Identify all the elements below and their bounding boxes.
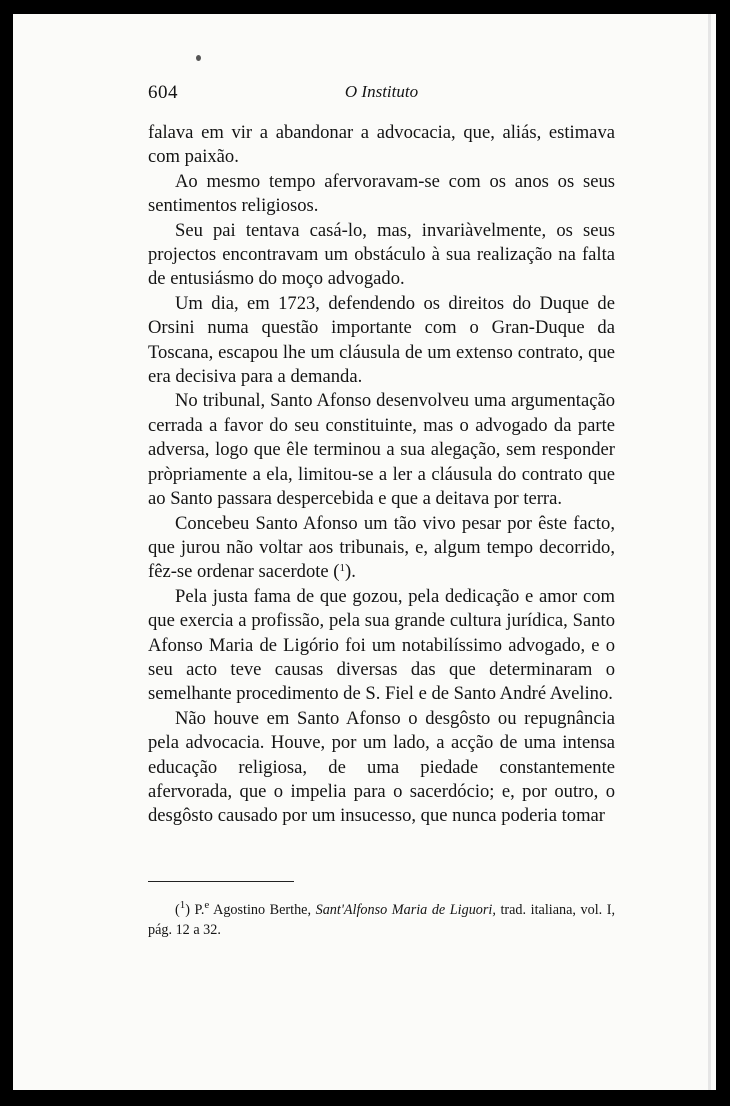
paragraph-text-end: ). bbox=[345, 561, 356, 583]
page-edge bbox=[708, 14, 711, 1090]
footnote-rest: trad. italiana, vol. I, pág. 12 a 32. bbox=[148, 902, 616, 938]
page-header bbox=[148, 82, 615, 106]
running-title: O Instituto bbox=[344, 82, 419, 101]
paragraph: Pela justa fama de que gozou, pela dedicação e amor com que exercia a profissão, pela sua grande cultura jurídica, Santo Afonso Maria de Ligório foi um notabilíssimo advogado, e o seu acto teve causas diversas das que determinaram o semelhante procedimento de S. Fiel e de Santo André Avelino. bbox=[148, 585, 615, 705]
paragraph: No tribunal, Santo Afonso desenvolveu uma argumentação cerrada a favor do seu constituinte, mas o advogado da parte adversa, logo que êle terminou a sua alegação, sem responder pròpriamente a ela, limitou-se a ler a cláusula do contrato que ao Santo passara despercebida e que a deitava por terra. bbox=[148, 390, 615, 510]
footnote-author-rest: Agostino Berthe, bbox=[209, 902, 316, 918]
page-number: 604 bbox=[148, 82, 178, 103]
body-text bbox=[148, 121, 615, 829]
footnote-close: ) bbox=[185, 902, 190, 918]
paragraph: Ao mesmo tempo afervoravam-se com os anos os seus sentimentos religiosos. bbox=[148, 170, 615, 217]
footnote-mark: 1 bbox=[179, 899, 186, 911]
footnote bbox=[148, 900, 615, 940]
paragraph-text: Concebeu Santo Afonso um tão vivo pesar por êste facto, que jurou não voltar aos tribunais, e, algum tempo decorrido, fêz-se ordenar sacerdote ( bbox=[148, 512, 615, 583]
footnote-rule bbox=[148, 881, 294, 882]
footnote-author: P. bbox=[189, 902, 205, 918]
paragraph bbox=[148, 512, 615, 585]
footnote-author-sup: e bbox=[204, 899, 210, 911]
footnote-reference[interactable]: 1 bbox=[339, 562, 345, 575]
footnote-work-title: Sant'Alfonso Maria de Liguori, bbox=[315, 902, 496, 918]
paragraph: Não houve em Santo Afonso o desgôsto ou repugnância pela advocacia. Houve, por um lado, a acção de uma intensa educação religiosa, de uma piedade constantemente afervorada, que o impelia para o sacerdócio; e, por outro, o desgôsto causado por um insucesso, que nunca poderia tomar bbox=[148, 707, 615, 827]
paragraph: falava em vir a abandonar a advocacia, que, aliás, estimava com paixão. bbox=[148, 122, 615, 168]
footnote-open: ( bbox=[175, 902, 180, 918]
footnote-text bbox=[148, 900, 615, 940]
ink-speck bbox=[196, 55, 201, 61]
paragraph: Um dia, em 1723, defendendo os direitos do Duque de Orsini numa questão importante com o Gran-Duque da Toscana, escapou lhe um cláusula de um extenso contrato, que era decisiva para a demanda. bbox=[148, 292, 615, 388]
paragraph: Seu pai tentava casá-lo, mas, invariàvelmente, os seus projectos encontravam um obstáculo à sua realização na falta de entusiásmo do moço advogado. bbox=[148, 219, 615, 290]
